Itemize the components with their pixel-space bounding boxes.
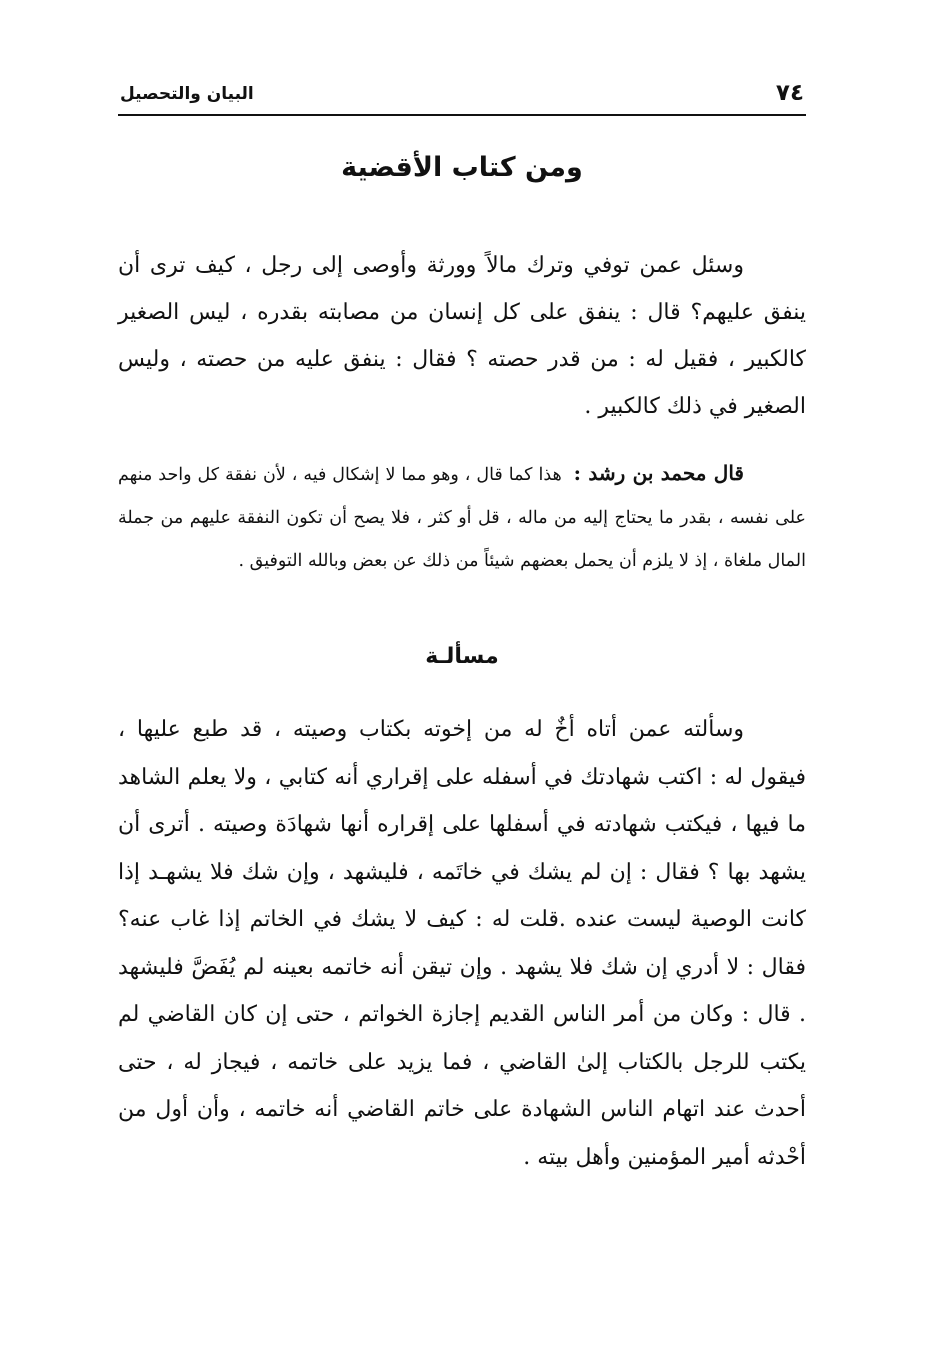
question-1-text: وسئل عمن توفي وترك مالاً وورثة وأوصى إلى رجل ، كيف ترى أن ينفق عليهم؟ قال : ينفق على كل إنسان من مصابته بقدره ، ليس الصغير كالكبير ، فقيل له : من قدر حصته ؟ فقال : ينفق عليه من حصته ، وليس الصغير في ذلك كالكبير . <box>118 253 806 419</box>
page-number: ٧٤ <box>775 80 804 106</box>
commentary-paragraph <box>118 452 806 583</box>
header-divider <box>118 114 806 116</box>
question-2-text: وسألته عمن أتاه أخٌ له من إخوته بكتاب وصيته ، قد طبع عليها ، فيقول له : اكتب شهادتك في أسفله على إقراري أنه كتابي ، ولا يعلم الشاهد ما فيها ، فيكتب شهادته في أسفلها على إقراره أنها شهادَة وصيته . أترى أن يشهد بها ؟ فقال : إن لم يشك في خاتَمه ، فليشهد ، وإن شك فلا يشهـد إذا كانت الوصية ليست عنده .قلت له : كيف لا يشك في الخاتم إذا غاب عنه؟ فقال : لا أدري إن شك فلا يشهد . وإن تيقن أنه خاتمه بعينه لم يُفَضَّ فليشهد . قال : وكان من أمر الناس القديم إجازة الخواتم ، حتى إن كان القاضي لم يكتب للرجل بالكتاب إلىٰ القاضي ، فما يزيد على خاتمه ، فيجاز له ، حتى أحدث عند اتهام الناس الشهادة على خاتم القاضي أنه خاتمه ، وأن أول من أحْدثه أمير المؤمنين وأهل بيته . <box>118 717 806 1170</box>
commentary-text: هذا كما قال ، وهو مما لا إشكال فيه ، لأن نفقة كل واحد منهم على نفسه ، بقدر ما يحتاج إليه من ماله ، قل أو كثر ، فلا يصح أن تكون النفقة عليهم من جملة المال ملغاة ، إذ لا يلزم أن يحمل بعضهم شيئاً من ذلك عن بعض وبالله التوفيق . <box>118 465 806 571</box>
running-title: البيان والتحصيل <box>120 84 254 104</box>
question-paragraph-2 <box>118 706 806 1181</box>
chapter-title: ومن كتاب الأقضية <box>341 152 583 183</box>
question-paragraph-1 <box>118 242 806 430</box>
section-heading: مسألـة <box>425 644 499 669</box>
commentary-speaker: قال محمد بن رشد : <box>573 461 744 485</box>
page-header <box>118 72 806 112</box>
